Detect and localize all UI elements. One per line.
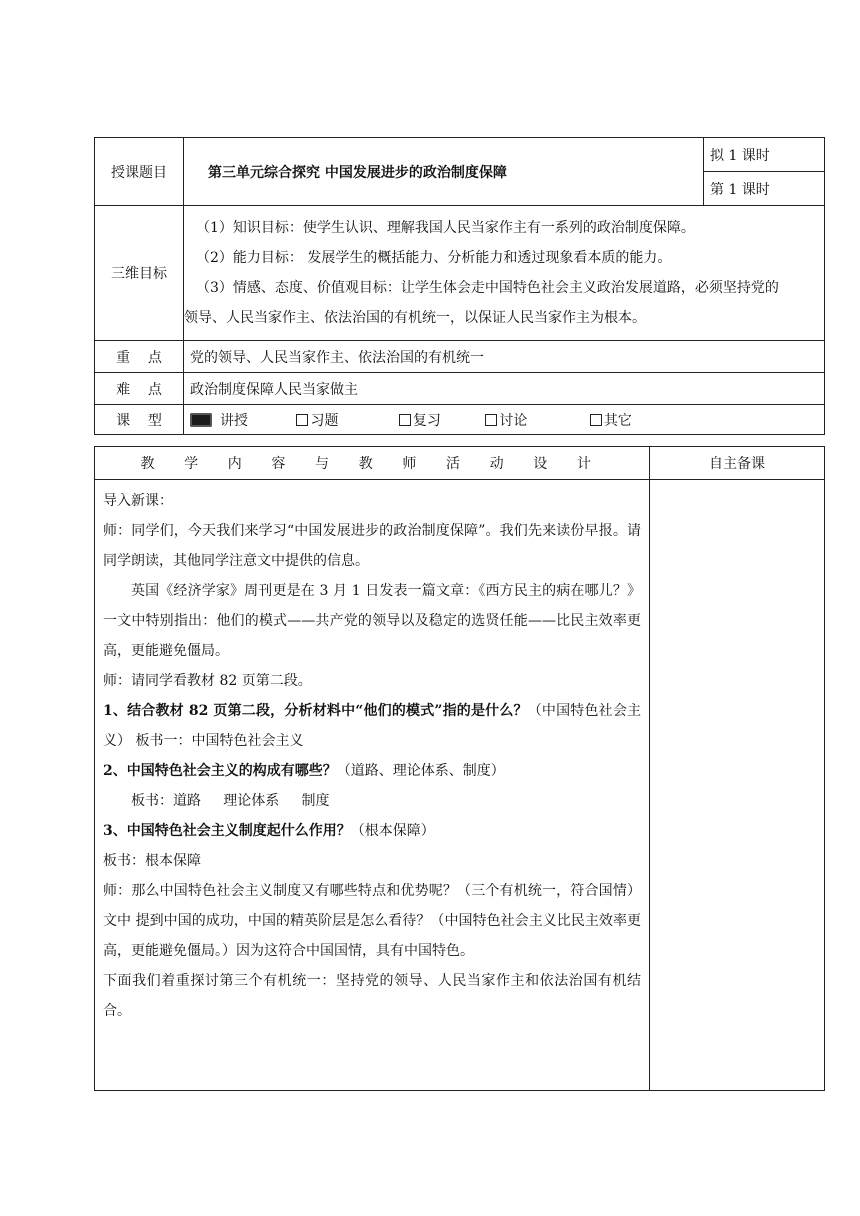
paragraph-3: 师：请同学看教材 82 页第二段。 bbox=[103, 673, 312, 689]
lesson-type-review[interactable]: 复习 bbox=[399, 410, 441, 430]
key-point-label: 重 点 bbox=[95, 341, 184, 373]
topic-label: 授课题目 bbox=[95, 138, 184, 206]
checkbox-icon bbox=[296, 414, 308, 426]
goal-ability: （2）能力目标： 发展学生的概括能力、分析能力和透过现象看本质的能力。 bbox=[196, 250, 672, 266]
intro: 导入新课： bbox=[103, 493, 173, 509]
lesson-type-label: 课 型 bbox=[95, 405, 184, 435]
checkbox-icon bbox=[590, 414, 602, 426]
goal-attitude: （3）情感、态度、价值观目标：让学生体会走中国特色社会主义政治发展道路，必须坚持党的 bbox=[196, 280, 779, 296]
topic-title: 第三单元综合探究 中国发展进步的政治制度保障 bbox=[184, 138, 704, 206]
question-1: 1、结合教材 82 页第二段，分析材料中“他们的模式”指的是什么？（中国特色社会主义） 板书一：中国特色社会主义 bbox=[103, 703, 642, 749]
lesson-type-other[interactable]: 其它 bbox=[590, 410, 632, 430]
question-3: 3、中国特色社会主义制度起什么作用？（根本保障） bbox=[103, 823, 435, 839]
goals-label: 三维目标 bbox=[95, 206, 184, 341]
goal-attitude-cont: 领导、人民当家作主、依法治国的有机统一，以保证人民当家作主为根本。 bbox=[184, 310, 646, 326]
checkbox-icon bbox=[399, 414, 411, 426]
lesson-content bbox=[95, 480, 650, 1091]
lesson-type-discussion[interactable]: 讨论 bbox=[485, 410, 527, 430]
lesson-type-exercise[interactable]: 习题 bbox=[296, 410, 338, 430]
lesson-type-options bbox=[184, 405, 825, 435]
board-2: 板书：道路 理论体系 制度 bbox=[131, 793, 330, 809]
paragraph-1: 师：同学们，今天我们来学习“中国发展进步的政治制度保障”。我们先来读份早报。请同学朗读，其他同学注意文中提供的信息。 bbox=[103, 523, 641, 569]
difficulty-label: 难 点 bbox=[95, 373, 184, 405]
board-3: 板书：根本保障 bbox=[103, 853, 201, 869]
lesson-content-table bbox=[94, 446, 825, 1091]
checkbox-icon bbox=[485, 414, 497, 426]
checked-box-icon bbox=[190, 413, 212, 427]
question-2: 2、中国特色社会主义的构成有哪些？（道路、理论体系、制度） bbox=[103, 763, 505, 779]
difficulty-text: 政治制度保障人民当家做主 bbox=[184, 373, 825, 405]
hours-plan: 拟 1 课时 bbox=[704, 138, 825, 172]
paragraph-5: 下面我们着重探讨第三个有机统一：坚持党的领导、人民当家作主和依法治国有机结合。 bbox=[103, 973, 641, 1019]
design-header: 教 学 内 容 与 教 师 活 动 设 计 bbox=[95, 447, 650, 480]
hours-current: 第 1 课时 bbox=[704, 172, 825, 206]
goal-knowledge: （1）知识目标：使学生认识、理解我国人民当家作主有一系列的政治制度保障。 bbox=[196, 220, 695, 236]
notes-cell[interactable] bbox=[650, 480, 825, 1091]
notes-header: 自主备课 bbox=[650, 447, 825, 480]
lesson-type-lecture[interactable]: 讲授 bbox=[190, 410, 248, 430]
paragraph-4: 师：那么中国特色社会主义制度又有哪些特点和优势呢？（三个有机统一，符合国情）文中 提到中国的成功，中国的精英阶层是怎么看待？（中国特色社会主义比民主效率更高，更能避免僵局。）因为这符合中国国情，具有中国特色。 bbox=[103, 883, 641, 959]
key-point-text: 党的领导、人民当家作主、依法治国的有机统一 bbox=[184, 341, 825, 373]
goals-content bbox=[184, 206, 825, 341]
paragraph-2: 英国《经济学家》周刊更是在 3 月 1 日发表一篇文章：《西方民主的病在哪儿？》一文中特别指出：他们的模式——共产党的领导以及稳定的选贤任能——比民主效率更高，更能避免僵局。 bbox=[103, 583, 641, 659]
lesson-info-table bbox=[94, 137, 825, 435]
